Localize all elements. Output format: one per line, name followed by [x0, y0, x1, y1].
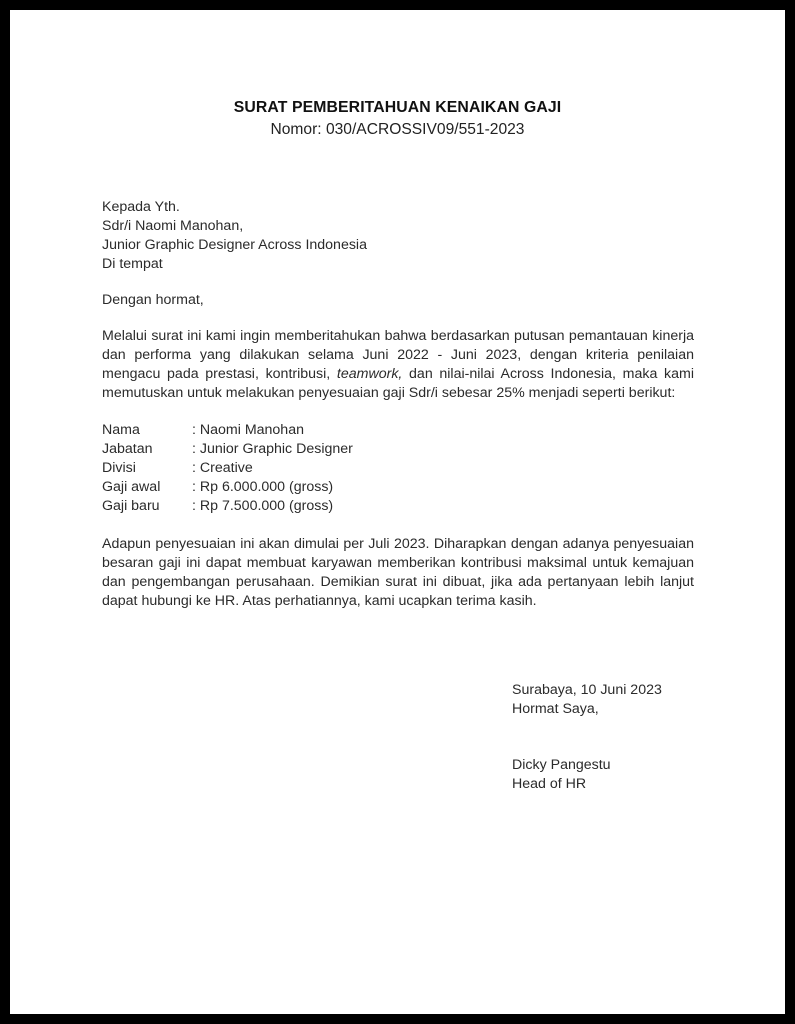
- detail-label: Nama: [102, 422, 140, 438]
- detail-row: [102, 440, 353, 459]
- recipient-line: Di tempat: [102, 256, 163, 272]
- paragraph-emphasis: teamwork,: [336, 366, 403, 382]
- recipient-block: [102, 198, 367, 274]
- place-date: Surabaya, 10 Juni 2023: [512, 682, 662, 698]
- signer-name: Dicky Pangestu: [512, 757, 611, 773]
- detail-label: Jabatan: [102, 441, 153, 457]
- recipient-line: Sdr/i Naomi Manohan,: [102, 218, 244, 234]
- detail-label: Gaji baru: [102, 498, 160, 514]
- detail-value: : Rp 6.000.000 (gross): [192, 479, 334, 495]
- signature-block: [512, 756, 611, 794]
- letter-title: SURAT PEMBERITAHUAN KENAIKAN GAJI: [233, 99, 562, 116]
- paragraph-text: Melalui surat ini kami ingin memberitahukan bahwa berdasarkan putusan pemantauan kinerja dan performa yang dilakukan selama Juni 2022 - Juni 2023, dengan kriteria penilaian mengacu pada prestasi, kontribusi,: [102, 328, 694, 382]
- signer-title: Head of HR: [512, 776, 587, 792]
- detail-row: [102, 459, 353, 478]
- body-paragraph-1: [102, 327, 694, 403]
- detail-label: Gaji awal: [102, 479, 161, 495]
- closing-block: [512, 681, 662, 719]
- letter-number: Nomor: 030/ACROSSIV09/551-2023: [270, 121, 525, 138]
- recipient-line: Junior Graphic Designer Across Indonesia: [102, 237, 367, 253]
- detail-row: [102, 478, 353, 497]
- recipient-line: Kepada Yth.: [102, 199, 180, 215]
- employee-details: [102, 421, 353, 516]
- detail-row: [102, 497, 353, 516]
- detail-label: Divisi: [102, 460, 136, 476]
- detail-value: : Rp 7.500.000 (gross): [192, 498, 334, 514]
- letter-page: [10, 10, 785, 1014]
- regards: Hormat Saya,: [512, 701, 599, 717]
- body-paragraph-2: Adapun penyesuaian ini akan dimulai per Juli 2023. Diharapkan dengan adanya penyesuaian besaran gaji ini dapat membuat karyawan memberikan kontribusi maksimal untuk kemajuan dan pengembangan perusahaan. Demikian surat ini dibuat, jika ada pertanyaan lebih lanjut dapat hubungi ke HR. Atas perhatiannya, kami ucapkan terima kasih.: [102, 536, 694, 609]
- detail-value: : Junior Graphic Designer: [192, 441, 353, 457]
- detail-value: : Naomi Manohan: [192, 422, 304, 438]
- detail-row: [102, 421, 353, 440]
- paragraph-text: dan nilai-nilai Across Indonesia, maka kami memutuskan untuk melakukan penyesuaian gaji Sdr/i sebesar 25% menjadi seperti berikut:: [102, 366, 694, 401]
- detail-value: : Creative: [192, 460, 253, 476]
- greeting: Dengan hormat,: [102, 292, 204, 308]
